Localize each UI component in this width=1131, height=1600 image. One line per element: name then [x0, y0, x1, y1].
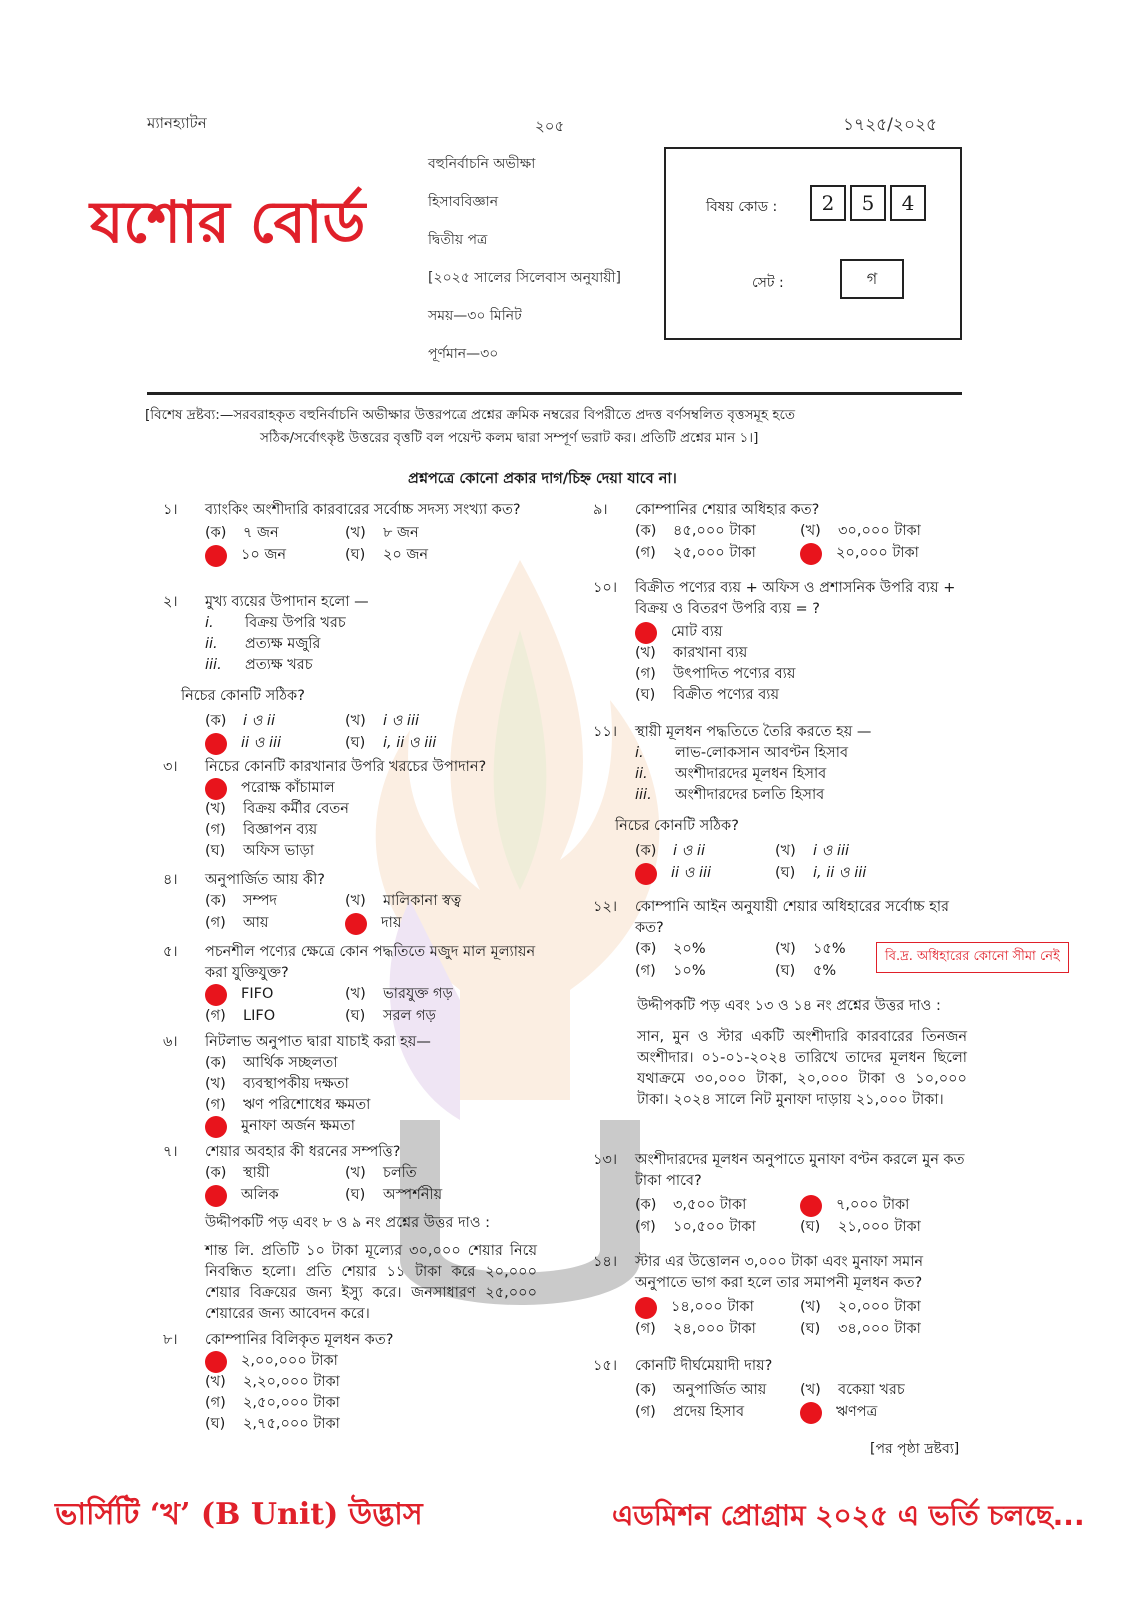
question-number: ১১।	[593, 724, 618, 740]
option-c[interactable]: (গ) ১০,৫০০ টাকা	[635, 1219, 756, 1235]
handwritten-annotation: বি.দ্র. অধিহারের কোনো সীমা নেই	[876, 942, 1069, 973]
question-number: ৪।	[163, 872, 178, 888]
option-a-selected[interactable]: ১৪,০০০ টাকা	[635, 1297, 800, 1318]
page-number: ২০৫	[535, 117, 565, 135]
option-a[interactable]: (ক) স্থায়ী	[205, 1165, 270, 1181]
statement: iii. অংশীদারদের চলতি হিসাব	[635, 787, 825, 803]
option-a[interactable]: (ক) ২০%	[635, 941, 706, 957]
set-value: গ	[840, 259, 904, 299]
question-number: ২।	[163, 594, 178, 610]
question-number: ৩।	[163, 759, 178, 775]
question-number: ৮।	[163, 1332, 178, 1348]
footer-right-promo: এডমিশন প্রোগ্রাম ২০২৫ এ ভর্তি চলছে...	[612, 1499, 1085, 1532]
question-stem: কোম্পানি আইন অনুযায়ী শেয়ার অধিহারের সর্বোচ্চ হার কত?	[635, 899, 949, 936]
option-a[interactable]: (ক) i ও ii	[205, 713, 275, 729]
answer-marked-dot	[345, 913, 367, 935]
option-d[interactable]: (ঘ) ৩৪,০০০ টাকা	[800, 1321, 921, 1337]
question-14	[593, 1252, 973, 1340]
statement: ii. প্রত্যক্ষ মজুরি	[205, 636, 321, 652]
subject-code-label: বিষয় কোড :	[706, 199, 778, 215]
answer-marked-dot	[205, 733, 227, 755]
answer-marked-dot	[205, 545, 227, 567]
scenario-2-intro: উদ্দীপকটি পড় এবং ১৩ ও ১৪ নং প্রশ্নের উত্তর দাও :	[637, 998, 941, 1014]
option-b[interactable]: (খ) বকেয়া খরচ	[800, 1382, 905, 1398]
meta-line: বহুনির্বাচনি অভীক্ষা	[428, 156, 536, 172]
continue-note: [পর পৃষ্ঠা দ্রষ্টব্য]	[870, 1441, 960, 1457]
header-divider	[147, 392, 962, 395]
meta-line: [২০২৫ সালের সিলেবাস অনুযায়ী]	[428, 270, 622, 286]
statement: ii. অংশীদারদের মূলধন হিসাব	[635, 766, 827, 782]
option-b[interactable]: (খ) i ও iii	[775, 843, 850, 859]
option-d[interactable]: (ঘ) বিক্রীত পণ্যের ব্যয়	[635, 687, 780, 703]
question-3	[163, 757, 543, 862]
option-a[interactable]: (ক) i ও ii	[635, 843, 705, 859]
answer-marked-dot	[205, 1116, 227, 1138]
answer-marked-dot	[205, 1185, 227, 1207]
option-c[interactable]: (গ) উৎপাদিত পণ্যের ব্যয়	[635, 666, 796, 682]
option-b[interactable]: (খ) ২০,০০০ টাকা	[800, 1299, 921, 1315]
question-2	[163, 592, 543, 754]
question-8	[163, 1330, 543, 1435]
subject-code-digits	[810, 185, 930, 221]
answer-marked-dot	[635, 622, 657, 644]
option-c[interactable]: (গ) ২৫,০০০ টাকা	[635, 545, 756, 561]
option-b[interactable]: (খ) ৩০,০০০ টাকা	[800, 523, 921, 539]
option-c-selected[interactable]: অলিক	[205, 1185, 345, 1206]
question-stem: ব্যাংকিং অংশীদারি কারবারের সর্বোচ্চ সদস্য সংখ্যা কত?	[205, 502, 521, 518]
option-b[interactable]: (খ) ২,২০,০০০ টাকা	[205, 1374, 340, 1390]
option-d[interactable]: (ঘ) সরল গড়	[345, 1008, 436, 1024]
option-a-selected[interactable]: পরোক্ষ কাঁচামাল	[205, 778, 543, 799]
option-c[interactable]: (গ) ২৪,০০০ টাকা	[635, 1321, 756, 1337]
footer-left-promo: ভার্সিটি ‘খ’ (B Unit) উদ্ভাস	[55, 1497, 423, 1532]
answer-marked-dot	[205, 778, 227, 800]
option-d[interactable]: (ঘ) অস্পর্শনীয়	[345, 1187, 443, 1203]
question-stem: কোম্পানির শেয়ার অধিহার কত?	[635, 502, 820, 518]
answer-marked-dot	[635, 1297, 657, 1319]
question-stem: মুখ্য ব্যয়ের উপাদান হলো —	[205, 594, 369, 610]
instruction-line: সঠিক/সর্বোৎকৃষ্ট উত্তরের বৃত্তটি বল পয়েন্ট কলম দ্বারা সম্পূর্ণ ভরাট কর। প্রতিটি প্রশ্নের মান ১।]	[260, 430, 759, 446]
question-stem: অনুপার্জিত আয় কী?	[205, 872, 325, 888]
question-number: ৭।	[163, 1144, 178, 1160]
question-1	[163, 500, 543, 566]
meta-line: দ্বিতীয় পত্র	[428, 232, 488, 248]
question-stem: কোনটি দীর্ঘমেয়াদী দায়?	[635, 1358, 773, 1374]
question-number: ১।	[163, 502, 178, 518]
answer-marked-dot	[800, 1195, 822, 1217]
option-c[interactable]: (গ) ২,৫০,০০০ টাকা	[205, 1395, 340, 1411]
option-a-selected[interactable]: ২,০০,০০০ টাকা	[205, 1351, 543, 1372]
option-c[interactable]: (গ) প্রদেয় হিসাব	[635, 1404, 745, 1420]
subject-code-digit: 5	[850, 185, 886, 221]
question-stem: শেয়ার অবহার কী ধরনের সম্পত্তি?	[205, 1144, 401, 1160]
option-b[interactable]: (খ) কারখানা ব্যয়	[635, 645, 748, 661]
statement: i. বিক্রয় উপরি খরচ	[205, 615, 346, 631]
question-number: ১২।	[593, 899, 618, 915]
option-d-selected[interactable]: মুনাফা অর্জন ক্ষমতা	[205, 1116, 543, 1137]
set-label: সেট :	[752, 275, 784, 291]
option-b[interactable]: (খ) ৮ জন	[345, 525, 419, 541]
publisher-name: ম্যানহ্যাটন	[147, 114, 207, 132]
option-b[interactable]: (খ) বিক্রয় কর্মীর বেতন	[205, 801, 349, 817]
meta-line: পূর্ণমান—৩০	[428, 346, 499, 362]
option-d[interactable]: (ঘ) ২০ জন	[345, 547, 429, 563]
question-stem: স্থায়ী মূলধন পদ্ধতিতে তৈরি করতে হয় —	[635, 724, 872, 740]
question-number: ৫।	[163, 944, 178, 960]
option-d-selected[interactable]: ঋণপত্র	[800, 1402, 960, 1423]
question-stem: কোম্পানির বিলিকৃত মূলধন কত?	[205, 1332, 394, 1348]
question-stem: পচনশীল পণ্যের ক্ষেত্রে কোন পদ্ধতিতে মজুদ মাল মূল্যায়ন করা যুক্তিযুক্ত?	[205, 944, 536, 981]
option-a[interactable]: (ক) অনুপার্জিত আয়	[635, 1382, 767, 1398]
meta-line: হিসাববিজ্ঞান	[428, 194, 499, 210]
option-c-selected[interactable]: ii ও iii	[205, 733, 345, 754]
question-9	[593, 500, 973, 564]
option-a[interactable]: (ক) সম্পদ	[205, 893, 277, 909]
option-d[interactable]: (ঘ) ২১,০০০ টাকা	[800, 1219, 921, 1235]
option-d[interactable]: (ঘ) অফিস ভাড়া	[205, 843, 315, 859]
question-number: ১৩।	[593, 1152, 618, 1168]
question-stem: বিক্রীত পণ্যের ব্যয় + অফিস ও প্রশাসনিক উপরি ব্যয় + বিক্রয় ও বিতরণ উপরি ব্যয় = ?	[635, 580, 956, 617]
exam-meta	[428, 152, 621, 380]
option-d-selected[interactable]: ২০,০০০ টাকা	[800, 543, 960, 564]
question-7	[163, 1142, 543, 1206]
option-b[interactable]: (খ) ১৫%	[775, 941, 846, 957]
subject-code-digit: 4	[890, 185, 926, 221]
question-number: ৬।	[163, 1034, 178, 1050]
option-b[interactable]: (খ) ভারযুক্ত গড়	[345, 986, 453, 1002]
answer-marked-dot	[800, 1402, 822, 1424]
question-5	[163, 942, 543, 1027]
option-a[interactable]: (ক) ৩,৫০০ টাকা	[635, 1197, 747, 1213]
board-title: যশোর বোর্ড	[90, 188, 366, 256]
question-number: ১৪।	[593, 1254, 618, 1270]
which-correct: নিচের কোনটি সঠিক?	[615, 818, 739, 834]
option-b[interactable]: (খ) ব্যবস্থাপকীয় দক্ষতা	[205, 1076, 349, 1092]
option-a[interactable]: (ক) আর্থিক সচ্ছলতা	[205, 1055, 338, 1071]
exam-code: ১৭২৫/২০২৫	[843, 115, 938, 135]
option-a-selected[interactable]: মোট ব্যয়	[635, 622, 973, 643]
question-number: ৯।	[593, 502, 608, 518]
answer-marked-dot	[205, 1351, 227, 1373]
option-d[interactable]: (ঘ) i, ii ও iii	[345, 735, 437, 751]
option-a-selected[interactable]: FIFO	[205, 984, 345, 1005]
question-13	[593, 1150, 973, 1238]
meta-line: সময়—৩০ মিনিট	[428, 308, 522, 324]
option-c[interactable]: (গ) বিজ্ঞাপন ব্যয়	[205, 822, 318, 838]
question-stem: নিচের কোনটি কারখানার উপরি খরচের উপাদান?	[205, 759, 487, 775]
option-d[interactable]: (ঘ) ৫%	[775, 963, 837, 979]
option-c[interactable]: (গ) আয়	[205, 915, 269, 931]
subject-code-digit: 2	[810, 185, 846, 221]
option-b[interactable]: (খ) i ও iii	[345, 713, 420, 729]
option-c[interactable]: (গ) LIFO	[205, 1008, 276, 1024]
option-a[interactable]: (ক) ৭ জন	[205, 525, 279, 541]
option-b[interactable]: (খ) মালিকানা স্বত্ব	[345, 893, 462, 909]
option-d[interactable]: (ঘ) ২,৭৫,০০০ টাকা	[205, 1416, 340, 1432]
option-d-selected[interactable]: দায়	[345, 913, 485, 934]
answer-marked-dot	[205, 984, 227, 1006]
question-stem: নিটলাভ অনুপাত দ্বারা যাচাই করা হয়—	[205, 1034, 431, 1050]
question-number: ১০।	[593, 580, 618, 596]
question-stem: অংশীদারদের মূলধন অনুপাতে মুনাফা বণ্টন করলে মুন কত টাকা পাবে?	[635, 1152, 965, 1189]
question-stem: স্টার এর উত্তোলন ৩,০০০ টাকা এবং মুনাফা সমান অনুপাতে ভাগ করা হলে তার সমাপনী মূলধন কত?	[635, 1254, 924, 1291]
warning-text: প্রশ্নপত্রে কোনো প্রকার দাগ/চিহ্ন দেয়া যাবে না।	[408, 471, 677, 487]
which-correct: নিচের কোনটি সঠিক?	[181, 688, 305, 704]
statement: iii. প্রত্যক্ষ খরচ	[205, 657, 313, 673]
option-c[interactable]: (গ) ১০%	[635, 963, 706, 979]
instruction-line: [বিশেষ দ্রষ্টব্য:—সরবরাহকৃত বহুনির্বাচনি অভীক্ষার উত্তরপত্রে প্রশ্নের ক্রমিক নম্বরের বিপরীতে প্রদত্ত বর্ণসম্বলিত বৃত্তসমূহ হতে	[145, 407, 796, 423]
question-number: ১৫।	[593, 1358, 618, 1374]
question-6	[163, 1032, 543, 1137]
option-c[interactable]: (গ) ঋণ পরিশোধের ক্ষমতা	[205, 1097, 371, 1113]
subject-code-box	[664, 147, 962, 340]
option-b[interactable]: (খ) চলতি	[345, 1165, 417, 1181]
scenario-1-intro: উদ্দীপকটি পড় এবং ৮ ও ৯ নং প্রশ্নের উত্তর দাও :	[205, 1215, 490, 1231]
question-11	[593, 722, 973, 884]
instructions	[145, 404, 965, 450]
option-c-selected[interactable]: ১০ জন	[205, 545, 345, 566]
option-d[interactable]: (ঘ) i, ii ও iii	[775, 865, 867, 881]
question-4	[163, 870, 543, 934]
question-15	[593, 1356, 973, 1423]
answer-marked-dot	[800, 543, 822, 565]
answer-marked-dot	[635, 863, 657, 885]
question-10	[593, 578, 973, 706]
scenario-1-text: শান্ত লি. প্রতিটি ১০ টাকা মূল্যের ৩০,০০০ শেয়ার নিয়ে নিবন্ধিত হলো। প্রতি শেয়ার ১১ টাকা করে ২০,০০০ শেয়ার বিক্রয়ের জন্য ইস্যু করে। জনসাধারণ ২৫,০০০ শেয়ারের জন্য আবেদন করে।	[205, 1243, 537, 1322]
option-b-selected[interactable]: ৭,০০০ টাকা	[800, 1195, 960, 1216]
option-a[interactable]: (ক) ৪৫,০০০ টাকা	[635, 523, 756, 539]
option-c-selected[interactable]: ii ও iii	[635, 863, 775, 884]
scenario-2-text: সান, মুন ও স্টার একটি অংশীদারি কারবারের তিনজন অংশীদার। ০১-০১-২০২৪ তারিখে তাদের মূলধন ছিলো যথাক্রমে ৩০,০০০ টাকা, ২০,০০০ টাকা ও ১০,০০০ টাকা। ২০২৪ সালে নিট মুনাফা দাড়ায় ২১,০০০ টাকা।	[637, 1029, 967, 1108]
statement: i. লাভ-লোকসান আবণ্টন হিসাব	[635, 745, 849, 761]
